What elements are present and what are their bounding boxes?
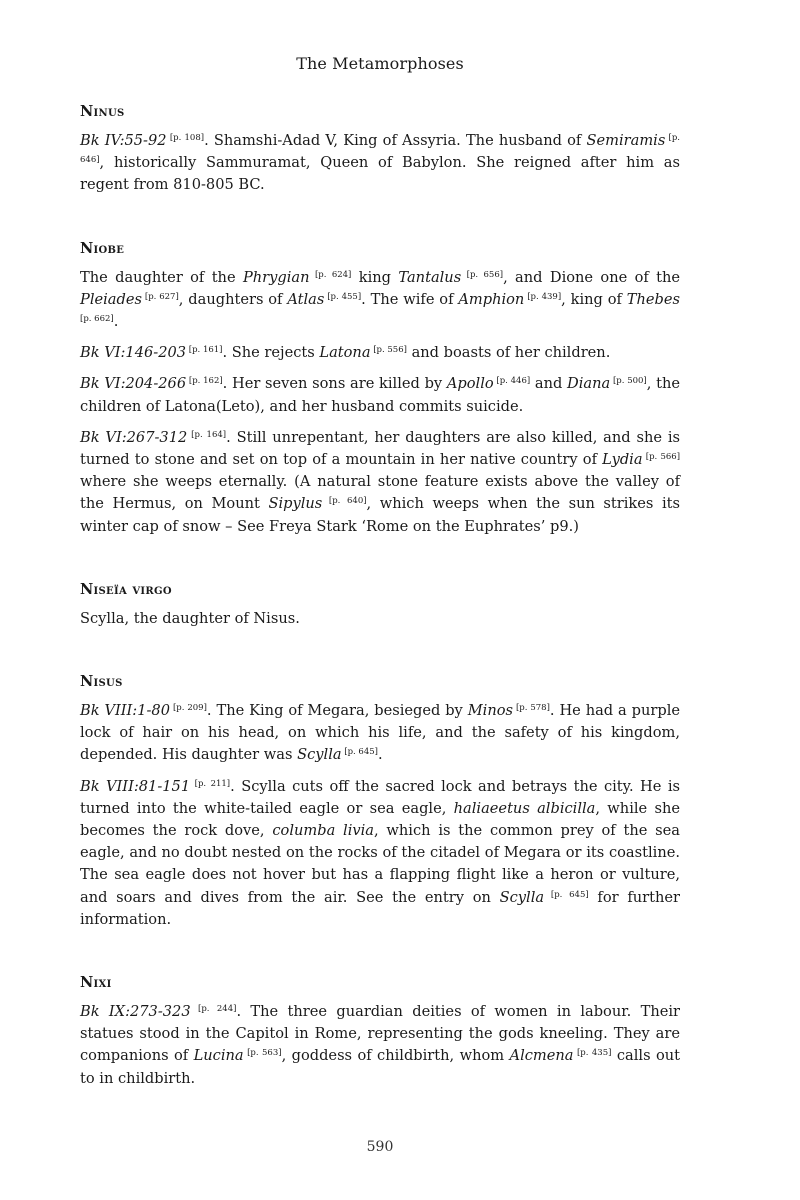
body-text: . — [113, 313, 119, 331]
italic-text: Amphion — [458, 290, 525, 308]
entry-paragraph — [80, 1001, 680, 1090]
glossary-entry — [80, 580, 680, 630]
body-text: . Still unrepentant, her daughters are also killed, and she is turned to stone and set on top of a mountain in her native country of — [80, 428, 680, 469]
body-text: Scylla, the daughter of Nisus. — [80, 609, 300, 627]
body-text: calls out to in childbirth. — [80, 1047, 681, 1087]
page-reference: [p. 244] — [190, 1004, 237, 1015]
glossary-entry — [80, 973, 680, 1090]
italic-text: Pleiades — [80, 290, 142, 308]
page-reference: [p. 645] — [544, 889, 589, 900]
italic-text: Bk IV:55-92 — [80, 132, 167, 149]
body-text: . Her seven sons are killed by — [222, 375, 447, 393]
body-text: and — [530, 375, 568, 393]
body-text: . — [377, 746, 383, 764]
entry-paragraph — [80, 373, 680, 417]
body-text: , the children of Latona(Leto), and her husband commits suicide. — [80, 375, 680, 415]
entry-paragraph — [80, 427, 680, 538]
italic-text: haliaeetus albicilla — [453, 799, 596, 817]
entry-heading: Ninus — [80, 103, 125, 120]
page-reference: [p. 656] — [461, 269, 504, 280]
body-text: . Shamshi-Adad V, King of Assyria. The husband of — [204, 132, 587, 149]
italic-text: Lydia — [602, 451, 643, 469]
italic-text: Bk VI:204-266 — [80, 375, 187, 393]
page-reference: [p. 108] — [166, 133, 205, 143]
body-text: , daughters of — [178, 290, 288, 308]
glossary-entries — [80, 102, 680, 1132]
page-reference: [p. 640] — [322, 496, 367, 507]
body-text: The daughter of the — [80, 268, 243, 286]
italic-text: Scylla — [297, 746, 342, 764]
entry-paragraph — [80, 267, 680, 334]
italic-text: Diana — [567, 375, 611, 393]
page-reference: [p. 624] — [309, 269, 352, 280]
entry-paragraph — [80, 342, 680, 364]
entry-heading: Niobe — [80, 239, 125, 257]
entry-heading: Nisus — [80, 673, 123, 691]
page-number: 590 — [366, 1139, 394, 1155]
italic-text: Apollo — [446, 375, 494, 393]
italic-text: Bk IX:273-323 — [80, 1003, 191, 1021]
page-reference: [p. 627] — [141, 291, 179, 302]
page-reference: [p. 645] — [341, 747, 378, 758]
page-reference: [p. 566] — [642, 452, 681, 463]
italic-text: Bk VIII:1-80 — [80, 702, 170, 720]
entry-paragraph — [80, 130, 680, 197]
page-reference: [p. 439] — [524, 291, 562, 302]
page-reference: [p. 435] — [573, 1048, 612, 1059]
italic-text: Latona — [319, 344, 371, 362]
page-reference: [p. 162] — [186, 376, 223, 387]
italic-text: Alcmena — [509, 1047, 574, 1065]
page-reference: [p. 164] — [187, 429, 227, 440]
body-text: , which weeps when the sun strikes its winter cap of snow – See Freya Stark ‘Rome on the Euphrates’ p9.) — [80, 495, 680, 535]
entry-heading: Nixi — [80, 974, 112, 992]
page-reference: [p. 556] — [370, 345, 407, 356]
page-reference: [p. 563] — [243, 1048, 282, 1059]
entry-paragraph — [80, 776, 680, 931]
body-text: , king of — [561, 290, 627, 308]
page-reference: [p. 209] — [170, 703, 207, 714]
body-text: . The wife of — [361, 290, 459, 308]
entry-paragraph — [80, 608, 680, 630]
body-text: , and Dione one of the — [503, 268, 681, 286]
body-text: for further information. — [80, 888, 680, 928]
body-text: , while she becomes the rock dove, — [80, 799, 680, 840]
body-text: . Scylla cuts off the sacred lock and betrays the city. He is turned into the white-tailed eagle or sea eagle, — [80, 777, 680, 817]
body-text: and boasts of her children. — [406, 344, 611, 362]
italic-text: Sipylus — [268, 495, 323, 513]
italic-text: Minos — [467, 702, 513, 720]
italic-text: Bk VIII:81-151 — [80, 777, 191, 795]
italic-text: Thebes — [626, 290, 681, 308]
body-text: . The three guardian deities of women in labour. Their statues stood in the Capitol in Rome, representing the gods kneeling. They are companions of — [80, 1003, 680, 1065]
page-reference: [p. 578] — [513, 703, 550, 714]
page-reference: [p. 446] — [493, 376, 531, 387]
page-reference: [p. 646] — [80, 133, 681, 166]
italic-text: Bk VI:146-203 — [80, 344, 187, 362]
entry-paragraph — [80, 700, 680, 767]
italic-text: columba livia — [272, 822, 374, 840]
italic-text: Phrygian — [242, 268, 310, 286]
body-text: where she weeps eternally. (A natural stone feature exists above the valley of the Hermus, on Mount — [80, 473, 680, 513]
running-head: The Metamorphoses — [296, 54, 464, 73]
body-text: . He had a purple lock of hair on his head, on which his life, and the safety of his kingdom, depended. His daughter was — [80, 702, 681, 764]
glossary-entry — [80, 102, 680, 197]
glossary-entry — [80, 239, 680, 538]
italic-text: Bk VI:267-312 — [80, 428, 188, 446]
body-text: , which is the common prey of the sea eagle, and no doubt nested on the rocks of the citadel of Megara or its coastline. The sea eagle does not hover but has a flapping flight like a heron or vulture, and soars and dives from the air. See the entry on — [80, 822, 680, 906]
page-reference: [p. 211] — [190, 778, 231, 789]
italic-text: Semiramis — [586, 132, 666, 149]
italic-text: Atlas — [287, 290, 325, 308]
page-reference: [p. 455] — [324, 291, 362, 302]
italic-text: Scylla — [499, 888, 545, 906]
page-reference: [p. 662] — [80, 314, 114, 325]
body-text: . The King of Megara, besieged by — [206, 702, 468, 720]
page-reference: [p. 500] — [610, 376, 647, 387]
body-text: king — [351, 268, 399, 286]
italic-text: Tantalus — [398, 268, 462, 286]
document-page — [80, 0, 680, 1200]
body-text: , historically Sammuramat, Queen of Babylon. She reigned after him as regent from 810-805 BC. — [80, 154, 680, 194]
italic-text: Lucina — [193, 1047, 244, 1065]
glossary-entry — [80, 672, 680, 931]
body-text: . She rejects — [222, 344, 320, 362]
body-text: , goddess of childbirth, whom — [281, 1047, 510, 1065]
entry-heading: Niseïa virgo — [80, 580, 172, 598]
page-reference: [p. 161] — [186, 345, 223, 356]
